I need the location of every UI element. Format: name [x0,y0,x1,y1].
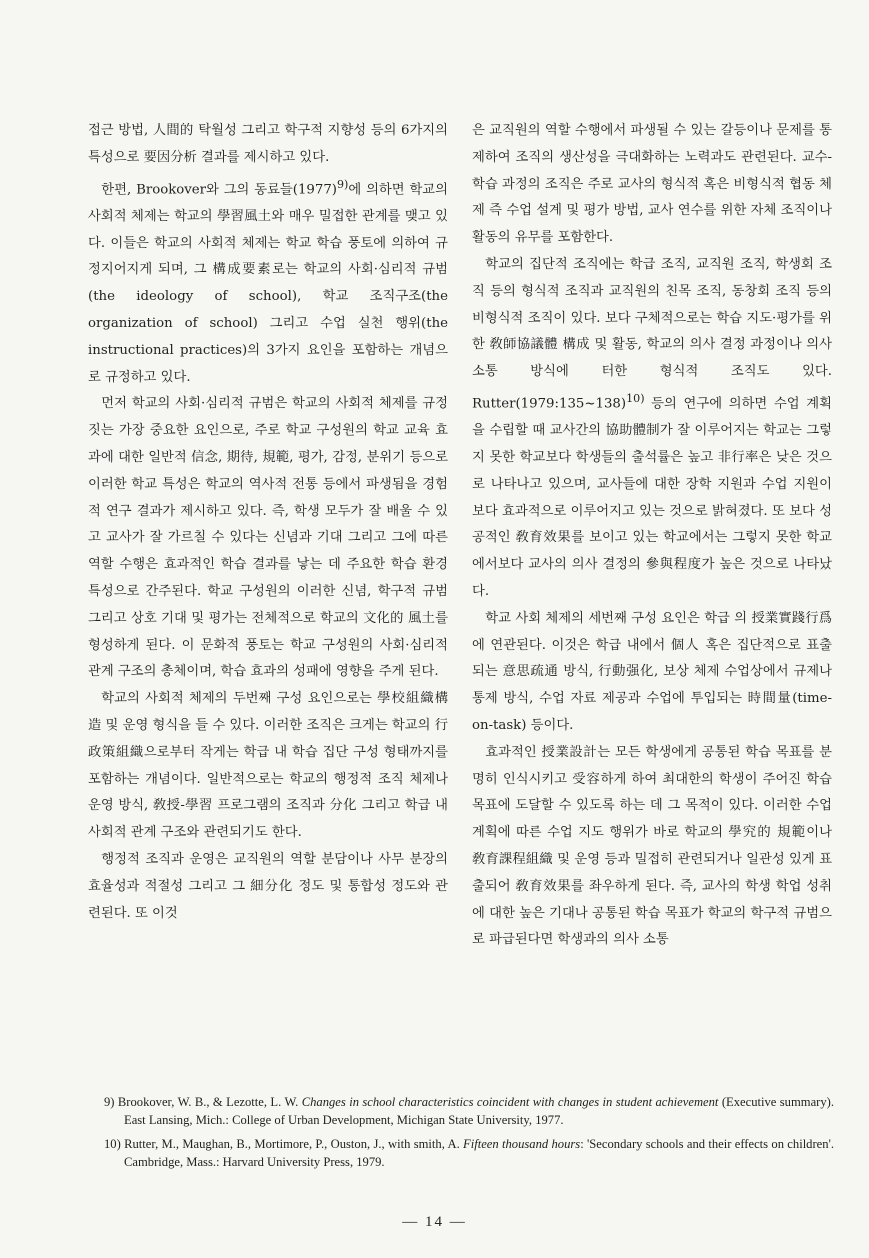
left-paragraph-4: 학교의 사회적 체제의 두번째 구성 요인으로는 學校組織構造 및 운영 형식을 들 수 있다. 이러한 조직은 크게는 학교의 行政策組織으로부터 작게는 학급 내 학습 집단 구성 형태까지를 포함하는 개념이다. 일반적으로는 학교의 행정적 조직 체제나 운영 방식, 敎授-學習 프로그램의 조직과 分化 그리고 학급 내 사회적 관계 구조와 관련되기도 한다. [88,691,448,841]
right-paragraph-1: 은 교직원의 역할 수행에서 파생될 수 있는 갈등이나 문제를 통제하여 조직의 생산성을 극대화하는 노력과도 관련된다. 교수-학습 과정의 조직은 주로 교사의 형식적 혹은 비형식적 협동 체제 즉 수업 설계 및 평가 방법, 교사 연수를 위한 자체 조직이나 활동의 유무를 포함한다. [472,123,832,246]
left-paragraph-2-text-b: 에 의하면 학교의 사회적 체제는 학교의 學習風土와 매우 밀접한 관계를 맺고 있다. 이들은 학교의 사회적 체제는 학교 학습 풍토에 의하여 규정지어지게 되며, 그 構成要素로는 학교의 사회·심리적 규범(the ideology of school), 학교 조직구조(the organization of school) 그리고 수업 실천 행위(the instructional practices)의 3가지 요인을 포함하는 개념으로 규정하고 있다. [88,182,448,385]
right-paragraph-3: 학교 사회 체제의 세번째 구성 요인은 학급 의 授業實踐行爲에 연관된다. 이것은 학급 내에서 個人 혹은 집단적으로 표출되는 意思疏通 방식, 行動强化, 보상 체제 수업상에서 규제나 통제 방식, 수업 자료 제공과 수업에 투입되는 時間量(time-on-task) 등이다. [472,610,832,733]
left-paragraph-3: 먼저 학교의 사회·심리적 규범은 학교의 사회적 체제를 규정짓는 가장 중요한 요인으로, 주로 학교 구성원의 학교 교육 효과에 대한 일반적 信念, 期待, 規範, 평가, 감정, 분위기 등으로 이러한 학교 특성은 학교의 역사적 전통 등에서 파생됨을 경험적 연구 결과가 제시하고 있다. 즉, 학생 모두가 잘 배울 수 있고 교사가 잘 가르칠 수 있다는 신념과 기대 그리고 그에 따른 역할 수행은 효과적인 학습 결과를 낳는 데 주요한 학습 환경 특성으로 간주된다. 학교 구성원의 이러한 신념, 학구적 규범 그리고 상호 기대 및 평가는 전체적으로 학교의 文化的 風土를 형성하게 된다. 이 문화적 풍토는 학교 구성원의 사회·심리적 관계 구조의 총체이며, 학습 효과의 성패에 영향을 주게 된다. [88,396,448,680]
right-paragraph-4: 효과적인 授業設計는 모든 학생에게 공통된 학습 목표를 분명히 인식시키고 受容하게 하여 최대한의 학생이 주어진 학습 목표에 도달할 수 있도록 하는 데 그 목적이 있다. 이러한 수업 계획에 따른 수업 지도 행위가 바로 학교의 學究的 規範이나 敎育課程組織 및 운영 등과 밀접히 관련되거나 일관성 있게 표출되어 敎育效果를 좌우하게 된다. 즉, 교사의 학생 학업 성취에 대한 높은 기대나 공통된 학습 목표가 학교의 학구적 규범으로 파급된다면 학생과의 의사 소통 [472,744,832,948]
left-paragraph-2-text-a: 한편, Brookover와 그의 동료들(1977) [101,182,337,198]
footnote-10-publisher: : 'Secondary schools and their effects on children'. Cambridge, Mass.: Harvard University Press, 1979. [124,1137,834,1169]
body-columns [88,118,832,948]
footnote-10-title: Fifteen thousand hours [463,1137,581,1151]
left-column [88,118,448,921]
right-paragraph-2-text-b: 등의 연구에 의하면 수업 계획을 수립할 때 교사간의 協助體制가 잘 이루어지는 학교는 그렇지 못한 학교보다 학생들의 출석률은 높고 非行率은 낮은 것으로 나타나고 있으며, 교사들에 대한 장학 지원과 수업 지원이 보다 효과적으로 이루어지고 있는 것으로 밝혀졌다. 또 보다 성공적인 敎育效果를 보이고 있는 학교에서는 그렇지 못한 학교에서보다 교사의 의사 결정의 參與程度가 높은 것으로 나타났다. [472,396,832,599]
left-paragraph-5: 행정적 조직과 운영은 교직원의 역할 분담이나 사무 분장의 효율성과 적절성 그리고 그 細分化 정도 및 통합성 정도와 관련된다. 또 이것 [88,851,448,921]
footnote-10 [104,1135,834,1171]
right-column [472,118,832,948]
footnote-10-authors: 10) Rutter, M., Maughan, B., Mortimore, P., Ouston, J., with smith, A. [104,1137,464,1151]
right-paragraph-2 [472,252,832,606]
footnote-9-authors: 9) Brookover, W. B., & Lezotte, L. W. [104,1095,302,1109]
footnote-ref-10: 10) [626,391,645,405]
page-number: — 14 — [402,1214,467,1230]
left-paragraph-1: 접근 방법, 人間的 탁월성 그리고 학구적 지향성 등의 6가지의 특성으로 要因分析 결과를 제시하고 있다. [88,123,448,165]
footnote-9 [104,1093,834,1129]
footnote-ref-9: 9) [337,177,349,191]
footnote-9-title: Changes in school characteristics coincident with changes in student achievement [301,1095,719,1109]
footnotes [104,1093,834,1171]
footnote-9-publisher: (Executive summary). East Lansing, Mich.: College of Urban Development, Michigan State University, 1977. [124,1095,834,1127]
right-paragraph-2-text-a: 학교의 집단적 조직에는 학급 조직, 교직원 조직, 학생회 조직 등의 형식적 조직과 교직원의 친목 조직, 동창회 조직 등의 비형식적 조직이 있다. 보다 구체적으로는 학습 지도·평가를 위한 敎師協議體 構成 및 활동, 학교의 의사 결정 과정이나 의사 소통 방식에 터한 형식적 조직도 있다. Rutter(1979:135~138) [472,256,832,412]
left-paragraph-2 [88,172,448,392]
